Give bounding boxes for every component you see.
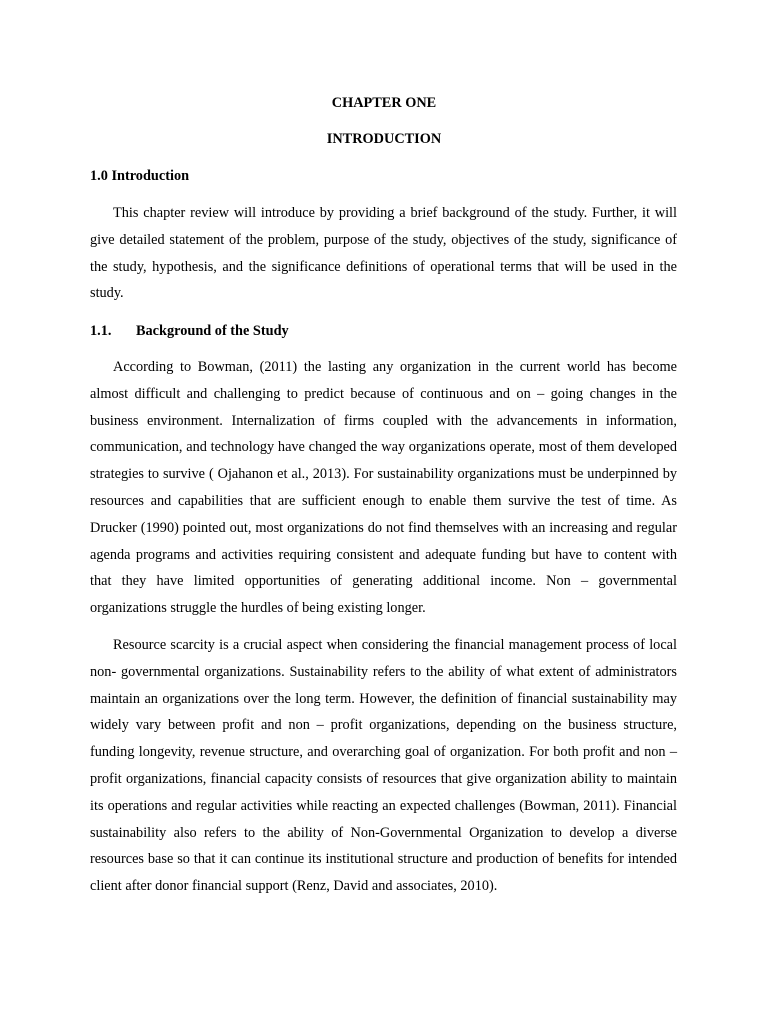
background-paragraph-2: Resource scarcity is a crucial aspect when considering the financial management process of local non- governmental organizations. Sustainability refers to the ability of what extent of administrators maintain an organizations over the long term. However, the definition of financial sustainability may widely vary between profit and non – profit organizations, depending on the business structure, funding longevity, revenue structure, and overarching goal of organization. For both profit and non – profit organizations, financial capacity consists of resources that give organization ability to maintain its operations and regular activities while reacting an expected challenges (Bowman, 2011). Financial sustainability also refers to the ability of Non-Governmental Organization to develop a diverse resources base so that it can continue its institutional structure and production of benefits for intended client after donor financial support (Renz, David and associates, 2010). [90,637,677,895]
intro-paragraph: This chapter review will introduce by providing a brief background of the study. Further, it will give detailed statement of the problem, purpose of the study, objectives of the study, significance of the study, hypothesis, and the significance definitions of operational terms that will be used in the study. [90,205,677,302]
chapter-title: INTRODUCTION [326,131,442,147]
background-paragraph-1: According to Bowman, (2011) the lasting any organization in the current world has become almost difficult and challenging to predict because of continuous and on – going changes in the business environment. Internalization of firms coupled with the advancements in information, communication, and technology have changed the way organizations operate, most of them developed strategies to survive ( Ojahanon et al., 2013). For sustainability organizations must be underpinned by resources and capabilities that are sufficient enough to enable them survive the test of time. As Drucker (1990) pointed out, most organizations do not find themselves with an increasing and regular agenda programs and activities requiring consistent and adequate funding but have to content with that they have limited opportunities of generating additional income. Non – governmental organizations struggle the hurdles of being existing longer. [90,359,677,617]
section-number: 1.1. [90,323,112,339]
section-heading-background [90,321,289,341]
section-heading-text: Background of the Study [136,323,289,339]
section-heading-introduction: 1.0 Introduction [90,168,190,184]
chapter-label: CHAPTER ONE [331,95,437,111]
